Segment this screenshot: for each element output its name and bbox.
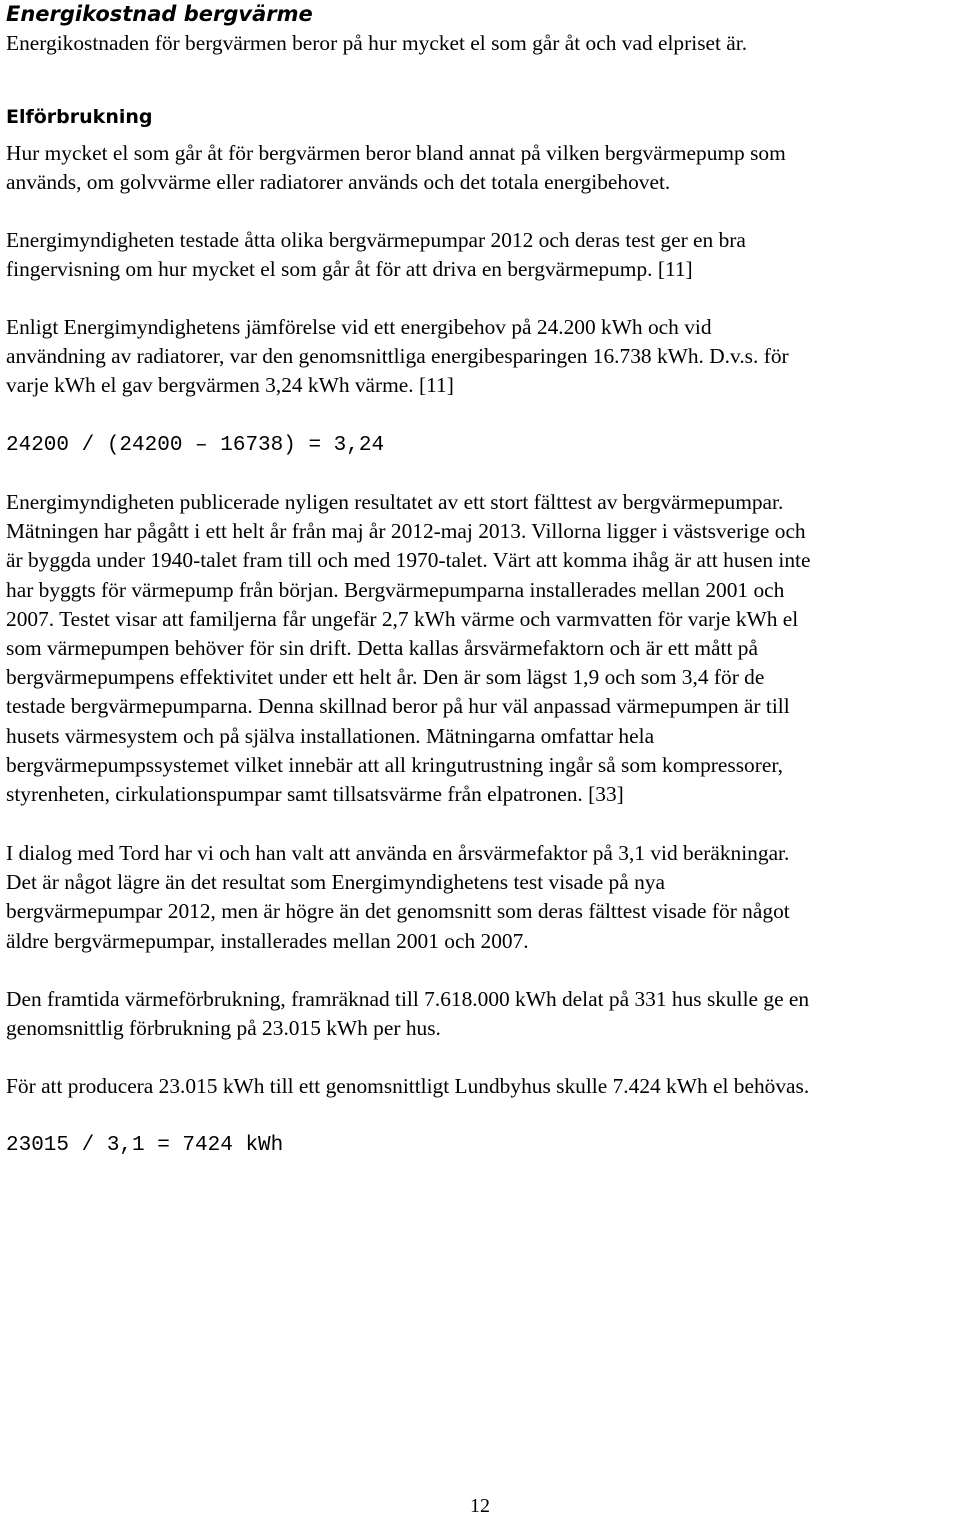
- paragraph-comparison: [6, 313, 960, 401]
- text-line: styrenheten, cirkulationspumpar samt tillsatsvärme från elpatronen. [33]: [6, 782, 624, 807]
- text-line: är byggda under 1940-talet fram till och med 1970-talet. Värt att komma ihåg är att husen inte: [6, 548, 811, 573]
- text-line: äldre bergvärmepumpar, installerades mellan 2001 och 2007.: [6, 928, 529, 953]
- paragraph-field-test: [6, 488, 960, 809]
- intro-paragraph: [6, 29, 960, 58]
- formula-electricity: 23015 / 3,1 = 7424 kWh: [6, 1134, 284, 1157]
- text-line: varje kWh el gav bergvärmen 3,24 kWh värme. [11]: [6, 373, 454, 398]
- paragraph-future-consumption: [6, 985, 960, 1043]
- paragraph-consumption: [6, 139, 960, 197]
- page-number: 12: [470, 1495, 490, 1517]
- text-line: Den framtida värmeförbrukning, framräknad till 7.618.000 kWh delat på 331 hus skulle ge en: [6, 987, 810, 1011]
- text-line: genomsnittlig förbrukning på 23.015 kWh per hus.: [6, 1016, 441, 1041]
- paragraph-dialog: [6, 839, 960, 956]
- text-line: Energikostnaden för bergvärmen beror på hur mycket el som går åt och vad elpriset är.: [6, 31, 748, 55]
- text-line: För att producera 23.015 kWh till ett genomsnittligt Lundbyhus skulle 7.424 kWh el behövas.: [6, 1074, 810, 1098]
- formula-cop: 24200 / (24200 – 16738) = 3,24: [6, 434, 385, 457]
- paragraph-production: [6, 1072, 960, 1101]
- text-line: Det är något lägre än det resultat som Energimyndighetens test visade på nya: [6, 870, 665, 895]
- paragraph-test: [6, 226, 960, 284]
- subsection-heading: Elförbrukning: [6, 106, 153, 128]
- text-line: Hur mycket el som går åt för bergvärmen beror bland annat på vilken bergvärmepump som: [6, 141, 786, 165]
- text-line: I dialog med Tord har vi och han valt att använda en årsvärmefaktor på 3,1 vid beräkningar.: [6, 841, 790, 865]
- text-line: Enligt Energimyndighetens jämförelse vid ett energibehov på 24.200 kWh och vid: [6, 315, 712, 339]
- text-line: Mätningen har pågått i ett helt år från maj år 2012-maj 2013. Villorna ligger i västsverige och: [6, 519, 806, 544]
- section-heading: Energikostnad bergvärme: [6, 2, 313, 26]
- text-line: Energimyndigheten testade åtta olika bergvärmepumpar 2012 och deras test ger en bra: [6, 228, 746, 252]
- text-line: som värmepumpen behöver för sin drift. Detta kallas årsvärmefaktorn och är ett mått på: [6, 636, 758, 661]
- text-line: användning av radiatorer, var den genomsnittliga energibesparingen 16.738 kWh. D.v.s. för: [6, 344, 789, 369]
- text-line: husets värmesystem och på själva installationen. Mätningarna omfattar hela: [6, 723, 655, 748]
- text-line: Energimyndigheten publicerade nyligen resultatet av ett stort fälttest av bergvärmepumpar.: [6, 490, 784, 514]
- text-line: har byggts för värmepump från början. Bergvärmepumparna installerades mellan 2001 och: [6, 577, 785, 602]
- text-line: bergvärmepumpssystemet vilket innebär att all kringutrustning ingår så som kompressorer,: [6, 752, 783, 777]
- text-line: används, om golvvärme eller radiatorer används och det totala energibehovet.: [6, 170, 671, 195]
- text-line: bergvärmepumpens effektivitet under ett helt år. Den är som lägst 1,9 och som 3,4 för de: [6, 665, 765, 690]
- text-line: fingervisning om hur mycket el som går åt för att driva en bergvärmepump. [11]: [6, 257, 693, 282]
- text-line: 2007. Testet visar att familjerna får ungefär 2,7 kWh värme och varmvatten för varje kWh el: [6, 606, 799, 631]
- text-line: bergvärmepumpar 2012, men är högre än det genomsnitt som deras fälttest visade för något: [6, 899, 790, 924]
- text-line: testade bergvärmepumparna. Denna skillnad beror på hur väl anpassad värmepumpen är till: [6, 694, 790, 719]
